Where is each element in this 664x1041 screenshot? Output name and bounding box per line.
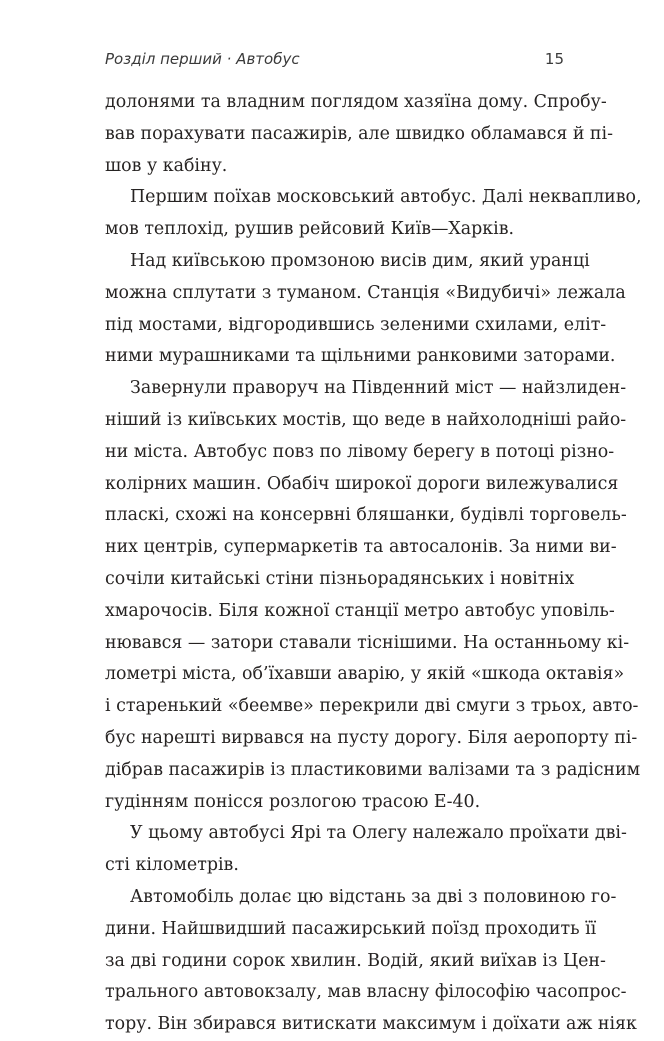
text-line: дібрав пасажирів із пластиковими валізами та з радісним [105, 759, 641, 780]
text-line: мов теплохід, рушив рейсовий Київ—Харків. [105, 219, 515, 240]
text-line: можна сплутати з туманом. Станція «Видубичі» лежала [105, 282, 626, 303]
paragraph [105, 246, 626, 373]
paragraph [105, 373, 641, 818]
text-line: і старенький «беемве» перекрили дві смуги з трьох, авто- [105, 696, 639, 717]
text-line: дини. Найшвидший пасажирський поїзд проходить її [105, 918, 597, 939]
text-line: колірних машин. Обабіч широкої дороги вилежувалися [105, 473, 619, 494]
text-line: долонями та владним поглядом хазяїна дому. Спробу- [105, 92, 607, 112]
text-line: під мостами, відгородившись зеленими схилами, еліт- [105, 314, 607, 335]
text-line: трального автовокзалу, мав власну філософію часопрос- [105, 982, 627, 1003]
text-line: Автомобіль долає цю відстань за дві з половиною го- [130, 886, 617, 907]
text-line: сті кілометрів. [105, 855, 239, 876]
text-line: них центрів, супермаркетів та автосалонів. За ними ви- [105, 537, 617, 558]
page-number: 15 [544, 50, 564, 68]
text-line: У цьому автобусі Ярі та Олегу належало проїхати дві- [130, 823, 627, 844]
paragraph [105, 87, 613, 182]
text-line: ними мурашниками та щільними ранковими заторами. [105, 346, 616, 367]
text-line: хмарочосів. Біля кожної станції метро автобус уповіль- [105, 600, 615, 621]
text-line: Над київською промзоною висів дим, який уранці [130, 250, 590, 271]
paragraph [105, 818, 627, 882]
text-line: тору. Він збирався витискати максимум і доїхати аж ніяк [105, 1014, 637, 1035]
text-line: ни міста. Автобус повз по лівому берегу в потоці різно- [105, 441, 615, 462]
text-line: нювався — затори ставали тіснішими. На останньому кі- [105, 632, 630, 653]
text-line: ніший із київських мостів, що веде в найхолодніші райо- [105, 409, 627, 430]
text-line: вав порахувати пасажирів, але швидко обламався й пі- [105, 123, 613, 144]
paragraph [105, 182, 642, 246]
text-line: гудінням понісся розлогою трасою Е-40. [105, 791, 481, 812]
text-line: Завернули праворуч на Південний міст — найзлиден- [130, 378, 627, 399]
chapter-title: Розділ перший · Автобус [105, 50, 300, 68]
text-line: бус нарешті вирвався на пусту дорогу. Біля аеропорту пі- [105, 727, 638, 748]
running-header [105, 50, 564, 74]
text-line: шов у кабіну. [105, 155, 228, 176]
text-line: сочіли китайські стіни пізньорадянських і новітніх [105, 568, 575, 589]
text-line: Першим поїхав московський автобус. Далі неквапливо, [130, 187, 642, 208]
text-line: лометрі міста, об’їхавши аварію, у якій «шкода октавія» [105, 664, 625, 685]
text-line: за дві години сорок хвилин. Водій, який виїхав із Цен- [105, 950, 606, 971]
paragraph [105, 882, 637, 1041]
text-body [105, 87, 642, 1041]
text-line: пласкі, схожі на консервні бляшанки, будівлі торговель- [105, 505, 627, 526]
